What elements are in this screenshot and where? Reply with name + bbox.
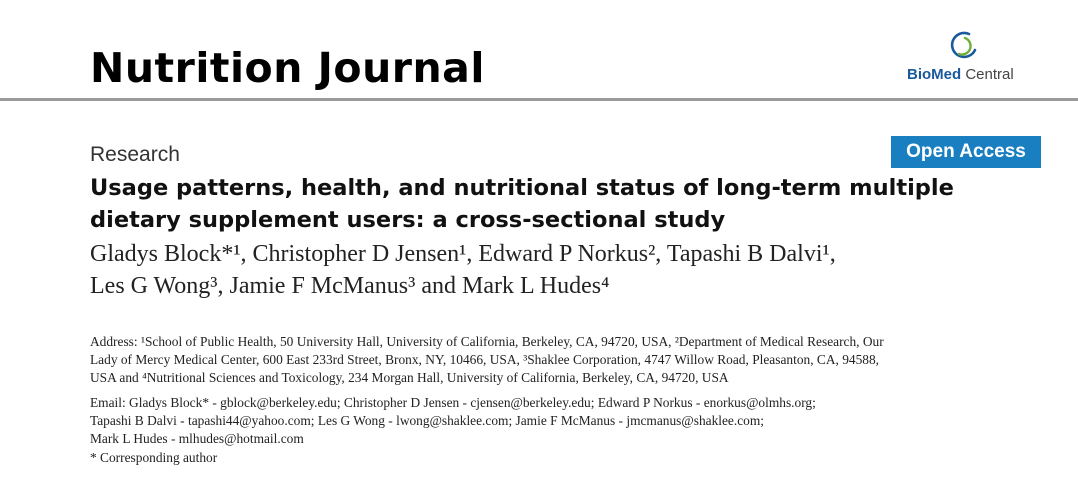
email-line: Mark L Hudes - mlhudes@hotmail.com	[90, 431, 304, 446]
corresponding-author-note: * Corresponding author	[90, 450, 218, 465]
logo-brand: BioMed	[907, 66, 962, 83]
article-title-line: dietary supplement users: a cross-sectional study	[90, 207, 726, 233]
open-access-badge: Open Access	[891, 136, 1041, 168]
article-title	[90, 172, 1020, 236]
logo-wordmark	[907, 66, 1014, 83]
affiliations	[90, 333, 1020, 387]
journal-title: Nutrition Journal	[90, 44, 485, 92]
biomed-central-logo[interactable]	[905, 30, 1035, 90]
author-list	[90, 238, 1020, 302]
header-divider	[0, 98, 1078, 101]
address-line: Address: ¹School of Public Health, 50 University Hall, University of California, Berkeley, CA, 94720, USA, ²Department of Medical Research, Our	[90, 334, 884, 349]
author-line: Les G Wong³, Jamie F McManus³ and Mark L Hudes⁴	[90, 273, 610, 299]
address-line: USA and ⁴Nutritional Sciences and Toxicology, 234 Morgan Hall, University of California, Berkeley, CA, 94720, USA	[90, 370, 729, 385]
biomed-central-logo-icon	[947, 30, 981, 62]
author-line: Gladys Block*¹, Christopher D Jensen¹, Edward P Norkus², Tapashi B Dalvi¹,	[90, 241, 836, 267]
address-line: Lady of Mercy Medical Center, 600 East 233rd Street, Bronx, NY, 10466, USA, ³Shaklee Corporation, 4747 Willow Road, Pleasanton, CA, 94588,	[90, 352, 880, 367]
email-line: Tapashi B Dalvi - tapashi44@yahoo.com; Les G Wong - lwong@shaklee.com; Jamie F McManus - jmcmanus@shaklee.com;	[90, 413, 765, 428]
logo-suffix: Central	[965, 66, 1014, 83]
email-list	[90, 394, 1020, 448]
article-title-line: Usage patterns, health, and nutritional status of long-term multiple	[90, 175, 954, 201]
article-type: Research	[90, 143, 180, 166]
email-line: Email: Gladys Block* - gblock@berkeley.edu; Christopher D Jensen - cjensen@berkeley.edu; Edward P Norkus - enorkus@olmhs.org;	[90, 395, 816, 410]
